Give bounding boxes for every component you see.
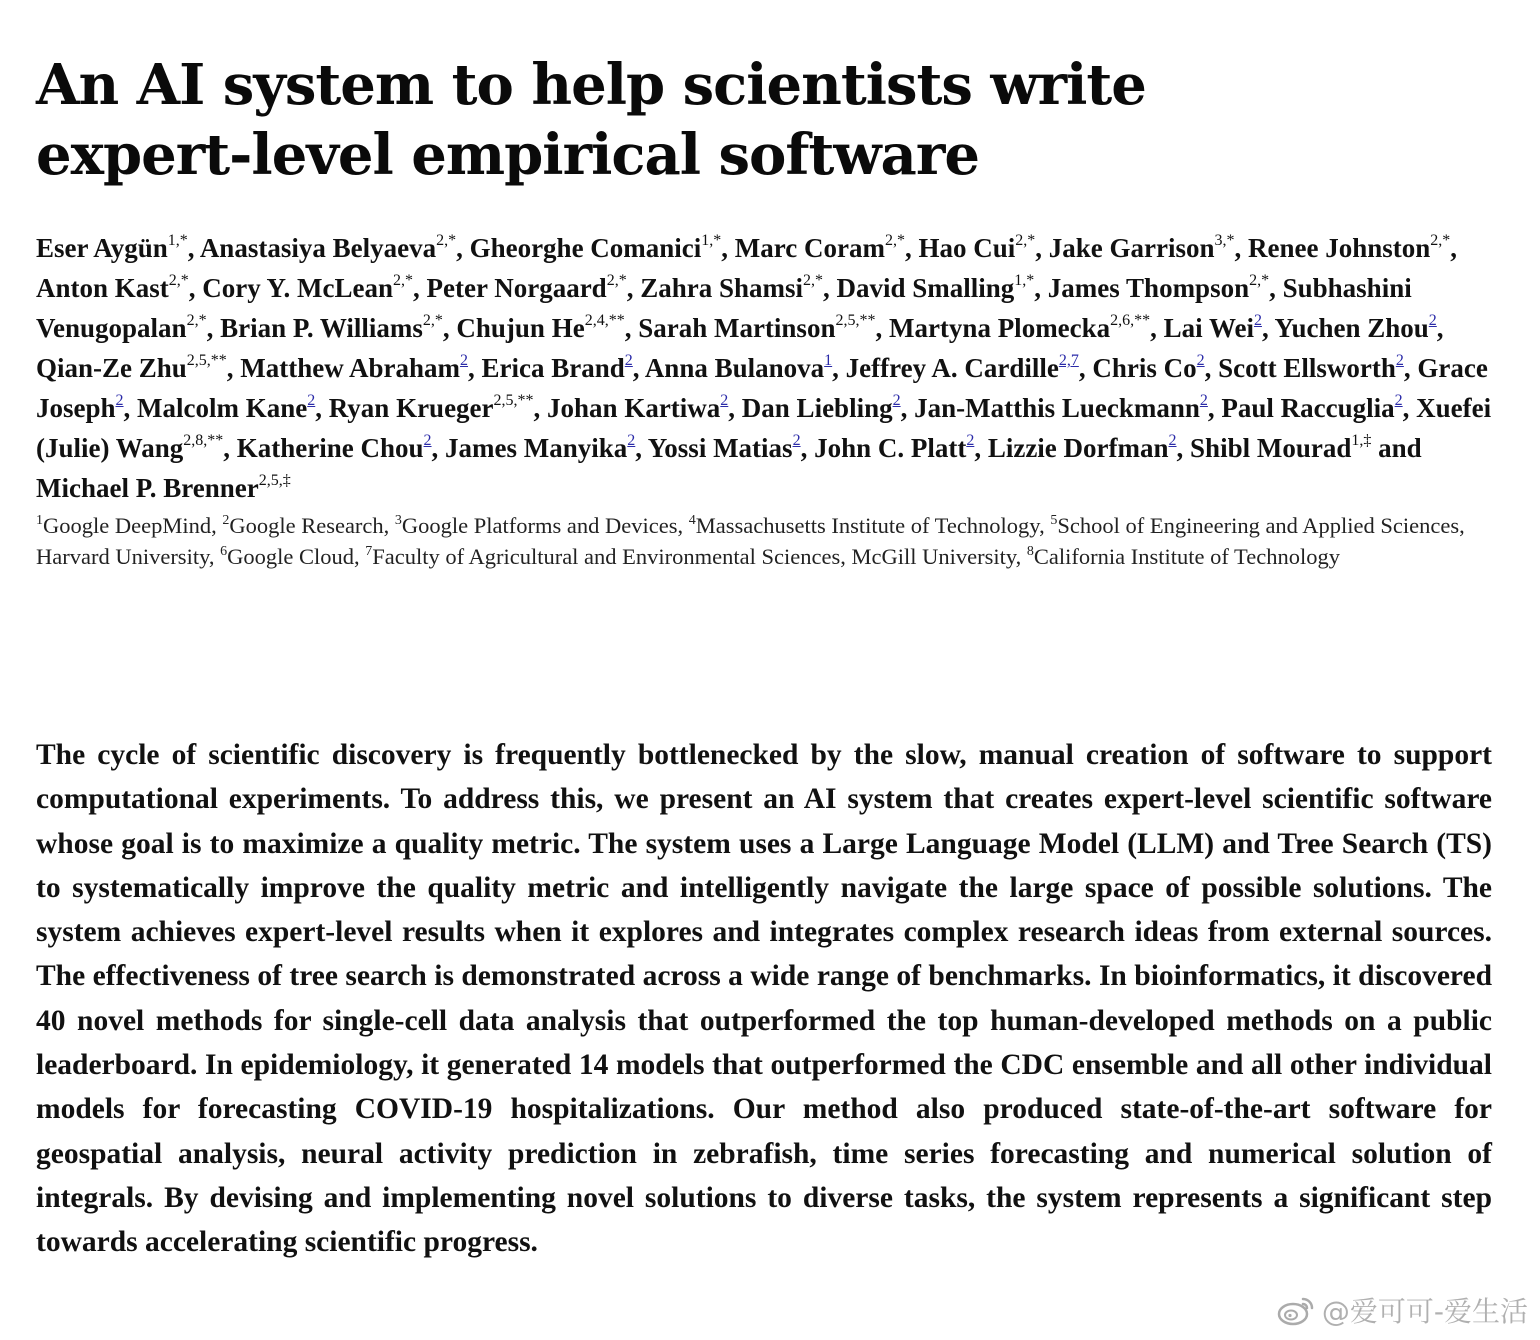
author-name: Yuchen Zhou [1274, 313, 1429, 343]
affiliation-number: 5 [1050, 513, 1058, 528]
author-affiliation-mark: 2,* [1430, 232, 1451, 249]
author-name: Anastasiya Belyaeva [199, 233, 437, 263]
author-affiliation-link[interactable]: 2 [307, 392, 316, 409]
affiliation-number: 1 [36, 513, 43, 528]
author-affiliation-mark: 2,* [422, 312, 443, 329]
author-name: Shibl Mourad [1190, 433, 1352, 463]
author-name: Zahra Shamsi [640, 273, 803, 303]
author-name: Lai Wei [1163, 313, 1254, 343]
author-affiliation-mark: 3,* [1214, 232, 1235, 249]
author-affiliation-mark: 2,5,** [186, 352, 227, 369]
author-affiliation-mark: 2,6,** [1110, 312, 1151, 329]
author-affiliation-mark: 2,* [884, 232, 905, 249]
weibo-icon [1276, 1294, 1316, 1326]
author-name: Scott Ellsworth [1218, 353, 1396, 383]
affiliation-number: 7 [365, 544, 373, 559]
author-affiliation-link[interactable]: 2 [624, 352, 633, 369]
author-name: Marc Coram [734, 233, 885, 263]
title-line-1: An AI system to help scientists write [36, 52, 1146, 118]
author-affiliation-mark: 2,* [186, 312, 207, 329]
author-affiliation-link[interactable]: 2 [720, 392, 729, 409]
author-affiliation-mark: 2,* [393, 272, 414, 289]
affiliation-name: Google Platforms and Devices [401, 513, 678, 538]
author-name: Martyna Plomecka [888, 313, 1111, 343]
author-affiliation-link[interactable]: 2 [627, 432, 636, 449]
affiliation-name: Google Research [229, 513, 384, 538]
author-name: Michael P. Brenner [36, 473, 259, 503]
author-affiliation-mark: 2,* [168, 272, 189, 289]
title-line-2: expert-level empirical software [36, 122, 979, 188]
affiliation-number: 8 [1026, 544, 1034, 559]
author-affiliation-link[interactable]: 2 [1395, 352, 1404, 369]
author-affiliation-link[interactable]: 2 [892, 392, 901, 409]
author-name: Jeffrey A. Cardille [845, 353, 1059, 383]
affiliation-number: 2 [222, 513, 230, 528]
author-affiliation-mark: 1,* [1014, 272, 1035, 289]
author-name: Ryan Krueger [328, 393, 494, 423]
affiliation-number: 6 [220, 544, 228, 559]
author-affiliation-mark: 2,* [1249, 272, 1270, 289]
affiliation-list: $^1$Google DeepMind, $^2$Google Research, $^3$Google Platforms and Devices, $^4$Massachusetts Institute of Technology, $^5$School of Engineering and Applied Sciences, Harvard University, $^6$Google Cloud, $^7$Faculty of Agricultural and Environmental Sciences, McGill University, $^8$California Institute of Technology [36, 513, 1465, 569]
author-name: John C. Platt [814, 433, 967, 463]
author-name: Lizzie Dorfman [987, 433, 1169, 463]
author-list: Eser Aygün$^{1,*}$, Anastasiya Belyaeva$^{2,*}$, Gheorghe Comanici$^{1,*}$, Marc Coram$^{2,*}$, Hao Cui$^{2,*}$, Jake Garrison$^{3,*}$, Renee Johnston$^{2,*}$, Anton Kast$^{2,*}$, Cory Y. McLean$^{2,*}$, Peter Norgaard$^{2,*}$, Zahra Shamsi$^{2,*}$, David Smalling$^{1,*}$, James Thompson$^{2,*}$, Subhashini Venugopalan$^{2,*}$, Brian P. Williams$^{2,*}$, Chujun $He^{2,4,**}$, Sarah Martinson$^{2,5,**}$, Martyna Plomecka$^{2,6,**}$, Lai Wei$^2$, Yuchen Zhou$^2$, Qian-Ze Zhu$^{2,5,**}$, Matthew Abraham$^2$, Erica Brand$^2$, Anna Bulanova$^1$, Jeffrey A. Cardille$^{2,7}$, Chris Co$^2$, Scott Ellsworth$^2$, Grace Joseph$^2$, Malcolm Kane$^2$, Ryan Krueger$^{2,5,**}$, Johan Kartiwa$^2$, Dan Liebling$^2$, Jan-Matthis Lueckmann$^2$, Paul Raccuglia$^2$, Xuefei (Julie) Wang$^{2,8,**}$, Katherine Chou$^2$, James Manyika$^2$, Yossi Matias$^2$, John C. Platt$^2$, Lizzie Dorfman$^2$, Shibl Mourad$^{1,\ddagger}$ and Michael P. Brenner$^{2,5,\ddagger}$ [36, 232, 1492, 503]
author-name: Anton Kast [36, 273, 169, 303]
abstract: The cycle of scientific discovery is frequently bottlenecked by the slow, manual creation of software to support computational experiments. To address this, we present an AI system that creates expert-level scientific software whose goal is to maximize a quality metric. The system uses a Large Language Model (LLM) and Tree Search (TS) to systematically improve the quality metric and intelligently navigate the large space of possible solutions. The system achieves expert-level results when it explores and integrates complex research ideas from external sources. The effectiveness of tree search is demonstrated across a wide range of benchmarks. In bioinformatics, it discovered 40 novel methods for single-cell data analysis that outperformed the top human-developed methods on a public leaderboard. In epidemiology, it generated 14 models that outperformed the CDC ensemble and all other individual models for forecasting COVID-19 hospitalizations. Our method also produced state-of-the-art software for geospatial analysis, neural activity prediction in zebrafish, time series forecasting and numerical solution of integrals. By devising and implementing novel solutions to diverse tasks, the system represents a significant step towards accelerating scientific progress. [36, 739, 1492, 1259]
author-name: Brian P. Williams [220, 313, 423, 343]
author-name: James Thompson [1047, 273, 1250, 303]
author-name: Jan-Matthis Lueckmann [914, 393, 1200, 423]
affiliation-name: School of Engineering and Applied Sciences, Harvard University [36, 513, 1465, 569]
watermark [1276, 1290, 1528, 1330]
author-name: Jake Garrison [1048, 233, 1215, 263]
author-name: Eser Aygün [36, 233, 168, 263]
affiliation-name: Google DeepMind [43, 513, 212, 538]
author-name: Johan Kartiwa [547, 393, 721, 423]
author-name: James Manyika [445, 433, 628, 463]
author-affiliation-link[interactable]: 2 [792, 432, 801, 449]
author-affiliation-mark: 2,5,** [493, 392, 534, 409]
author-affiliation-link[interactable]: 2 [966, 432, 975, 449]
author-name: Xuefei (Julie) Wang [36, 393, 1492, 463]
affiliation-name: California Institute of Technology [1033, 544, 1340, 569]
author-affiliation-mark: 2,* [803, 272, 823, 289]
author-name: Hao Cui [918, 233, 1016, 263]
author-affiliation-mark: 1,‡ [1351, 432, 1372, 449]
author-affiliation-link[interactable]: 2 [423, 432, 432, 449]
author-affiliation-link[interactable]: 2 [1199, 392, 1208, 409]
author-name: Katherine Chou [236, 433, 424, 463]
author-affiliation-link[interactable]: 2 [1428, 312, 1437, 329]
affiliation-name: Massachusetts Institute of Technology [695, 513, 1040, 538]
paper-title [36, 50, 1492, 190]
author-name: Erica Brand [481, 353, 625, 383]
author-name: Renee Johnston [1248, 233, 1431, 263]
paper-header [36, 50, 1492, 572]
author-affiliation-link[interactable]: 2 [1394, 392, 1403, 409]
author-affiliation-mark: 2,* [436, 232, 457, 249]
author-affiliation-link[interactable]: 2 [460, 352, 469, 369]
affiliation-number: 4 [688, 513, 696, 528]
author-affiliation-mark: 2,5,** [835, 312, 876, 329]
affiliation-name: Google Cloud [227, 544, 354, 569]
author-affiliation-link[interactable]: 1 [824, 352, 833, 369]
author-name: Peter Norgaard [426, 273, 607, 303]
author-name: Sarah Martinson [638, 313, 836, 343]
author-affiliation-link[interactable]: 2 [1196, 352, 1205, 369]
author-name: Dan Liebling [741, 393, 893, 423]
affiliation-name: Faculty of Agricultural and Environmental Sciences, McGill University [372, 544, 1016, 569]
author-affiliation-link[interactable]: 2 [1253, 312, 1262, 329]
author-affiliation-mark: 2,5,‡ [258, 472, 291, 489]
author-name: David Smalling [836, 273, 1015, 303]
author-affiliation-mark: 2,* [1015, 232, 1036, 249]
author-affiliation-mark: 1,* [167, 232, 188, 249]
author-name: Anna Bulanova [644, 353, 825, 383]
author-name: Matthew Abraham [240, 353, 461, 383]
author-name: Paul Raccuglia [1221, 393, 1395, 423]
author-affiliation-mark: 2,4,** [584, 312, 625, 329]
author-name: Malcolm Kane [137, 393, 308, 423]
author-name: Qian-Ze Zhu [36, 353, 187, 383]
author-name: Cory Y. McLean [202, 273, 394, 303]
author-name: Yossi Matias [647, 433, 793, 463]
author-name: Subhashini Venugopalan [36, 273, 1412, 343]
author-name: Chris Co [1092, 353, 1197, 383]
author-affiliation-link[interactable]: 2 [115, 392, 124, 409]
author-name: Gheorghe Comanici [469, 233, 702, 263]
author-affiliation-mark: 2,* [606, 272, 627, 289]
author-affiliation-link[interactable]: 2 [1168, 432, 1177, 449]
author-affiliation-mark: 1,* [701, 232, 722, 249]
author-name: Chujun He [456, 313, 585, 343]
affiliation-number: 3 [394, 513, 402, 528]
author-affiliation-mark: 2,8,** [183, 432, 224, 449]
author-affiliation-link[interactable]: 2,7 [1058, 352, 1079, 369]
author-name: Grace Joseph [36, 353, 1488, 423]
watermark-text: @爱可可-爱生活 [1321, 1295, 1528, 1328]
